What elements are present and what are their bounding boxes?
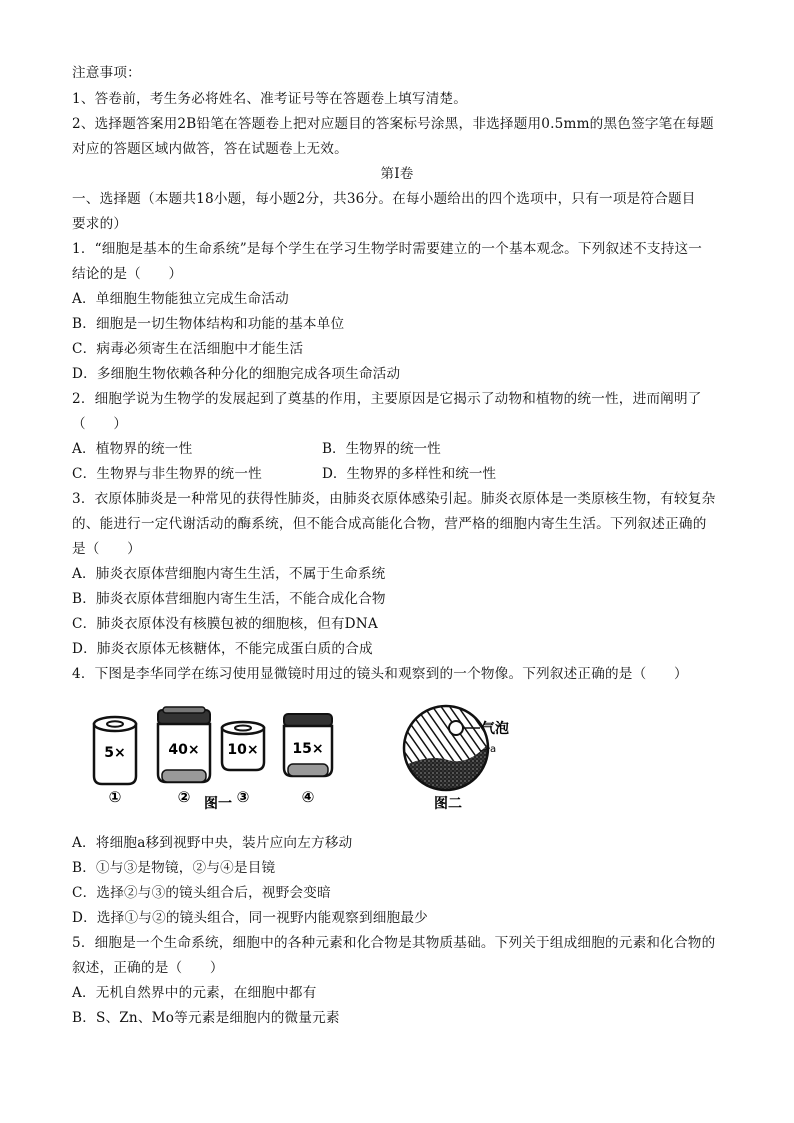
lens-3-number: ③ (236, 788, 250, 806)
lens-4-number: ④ (301, 788, 315, 806)
lens-2-magnification: 40× (168, 742, 200, 758)
q3-option-d: D．肺炎衣原体无核糖体，不能完成蛋白质的合成 (72, 641, 373, 657)
q5-option-b: B．S、Zn、Mo等元素是细胞内的微量元素 (72, 1010, 340, 1026)
part1-instruction-line-1: 一、选择题（本题共18小题，每小题2分，共36分。在每小题给出的四个选项中，只有一项是符合题目 (72, 191, 696, 207)
lens-2-number: ② (177, 788, 191, 806)
figure-1-label: 图一 (204, 796, 232, 812)
q5-option-a: A．无机自然界中的元素，在细胞中都有 (72, 985, 317, 1001)
q2-stem-line-2: （ ） (72, 416, 128, 432)
lens-1-magnification: 5× (104, 745, 126, 761)
q4-option-b: B．①与③是物镜，②与④是目镜 (72, 860, 276, 876)
lens-4-icon (284, 714, 332, 776)
q3-option-b: B．肺炎衣原体营细胞内寄生生活，不能合成化合物 (72, 591, 386, 607)
notice-item-1: 1、答卷前，考生务必将姓名、准考证号等在答题卷上填写清楚。 (72, 91, 468, 107)
q4-option-c: C．选择②与③的镜头组合后，视野会变暗 (72, 885, 331, 901)
q2-option-a: A．植物界的统一性 (72, 441, 193, 457)
notice-item-2-line-1: 2、选择题答案用2B铅笔在答题卷上把对应题目的答案标号涂黑，非选择题用0.5mm的黑色签字笔在每题 (72, 116, 714, 132)
notice-item-2-line-2: 对应的答题区域内做答，答在试题卷上无效。 (72, 141, 348, 157)
q2-stem-line-1: 2．细胞学说为生物学的发展起到了奠基的作用，主要原因是它揭示了动物和植物的统一性，进而阐明了 (72, 391, 702, 407)
q1-stem-line-2: 结论的是（ ） (72, 266, 183, 282)
q1-option-d: D．多细胞生物依赖各种分化的细胞完成各项生命活动 (72, 366, 401, 382)
q5-stem-line-1: 5．细胞是一个生命系统，细胞中的各种元素和化合物是其物质基础。下列关于组成细胞的元素和化合物的 (72, 935, 716, 951)
section-title: 第Ⅰ卷 (380, 166, 414, 182)
part1-instruction-line-2: 要求的） (72, 216, 128, 232)
cell-a-label: a (490, 744, 497, 755)
q3-stem-line-1: 3．衣原体肺炎是一种常见的获得性肺炎，由肺炎衣原体感染引起。肺炎衣原体是一类原核生物，有较复杂 (72, 491, 716, 507)
q1-option-c: C．病毒必须寄生在活细胞中才能生活 (72, 341, 304, 357)
q3-option-a: A．肺炎衣原体营细胞内寄生生活，不属于生命系统 (72, 566, 386, 582)
figure-2-label: 图二 (434, 796, 462, 812)
lens-1-icon (94, 717, 136, 784)
q3-stem-line-2: 的、能进行一定代谢活动的酶系统，但不能合成高能化合物，营严格的细胞内寄生生活。下列叙述正确的 (72, 516, 707, 532)
lens-3-magnification: 10× (227, 742, 259, 758)
q2-option-b: B．生物界的统一性 (322, 441, 441, 457)
lens-1-number: ① (108, 788, 122, 806)
q2-option-c: C．生物界与非生物界的统一性 (72, 466, 262, 482)
lens-2-icon (158, 707, 210, 782)
q4-microscope-figure (88, 704, 509, 814)
q4-option-a: A．将细胞a移到视野中央，装片应向左方移动 (72, 835, 353, 851)
q3-option-c: C．肺炎衣原体没有核膜包被的细胞核，但有DNA (72, 616, 378, 632)
q1-stem-line-1: 1．“细胞是基本的生命系统”是每个学生在学习生物学时需要建立的一个基本观念。下列叙述不支持这一 (72, 241, 703, 257)
field-of-view-icon (404, 706, 490, 790)
q3-stem-line-3: 是（ ） (72, 541, 141, 557)
q2-option-d: D．生物界的多样性和统一性 (322, 466, 497, 482)
notice-title: 注意事项： (72, 65, 141, 81)
q4-option-d: D．选择①与②的镜头组合，同一视野内能观察到细胞最少 (72, 910, 428, 926)
q4-stem-line-1: 4．下图是李华同学在练习使用显微镜时用过的镜头和观察到的一个物像。下列叙述正确的是（ ） (72, 666, 688, 682)
q1-option-a: A．单细胞生物能独立完成生命活动 (72, 291, 289, 307)
q1-option-b: B．细胞是一切生物体结构和功能的基本单位 (72, 316, 345, 332)
lens-3-icon (222, 722, 264, 770)
lens-4-magnification: 15× (292, 741, 324, 757)
q5-stem-line-2: 叙述，正确的是（ ） (72, 960, 224, 976)
bubble-label: 气泡 (481, 721, 509, 737)
